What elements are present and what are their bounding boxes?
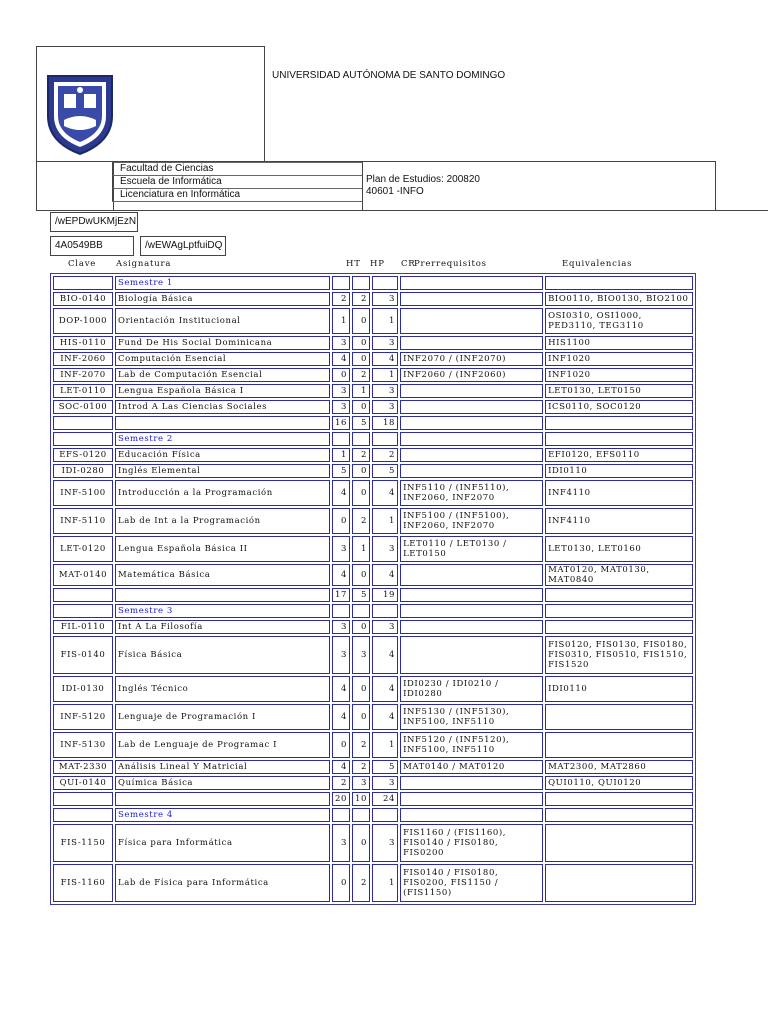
course-equivalences: INF4110 bbox=[545, 480, 693, 506]
course-ht: 4 bbox=[332, 480, 350, 506]
course-code bbox=[53, 276, 113, 290]
course-cr: 3 bbox=[372, 776, 398, 790]
course-code: INF-5110 bbox=[53, 508, 113, 534]
table-header bbox=[50, 259, 714, 271]
header-left-cell bbox=[36, 161, 114, 211]
course-cr: 5 bbox=[372, 464, 398, 478]
course-hp: 5 bbox=[352, 588, 370, 602]
course-cr bbox=[372, 604, 398, 618]
course-equivalences: EFI0120, EFS0110 bbox=[545, 448, 693, 462]
course-code: FIL-0110 bbox=[53, 620, 113, 634]
course-ht: 3 bbox=[332, 620, 350, 634]
degree-name: Licenciatura en Informática bbox=[112, 189, 362, 202]
course-ht bbox=[332, 276, 350, 290]
course-name: Física Básica bbox=[115, 636, 330, 674]
course-prerequisites: LET0110 / LET0130 / LET0150 bbox=[400, 536, 543, 562]
table-row bbox=[53, 776, 693, 790]
course-cr: 1 bbox=[372, 864, 398, 902]
course-name: Introd A Las Ciencias Sociales bbox=[115, 400, 330, 414]
course-prerequisites: INF2060 / (INF2060) bbox=[400, 368, 543, 382]
course-code: INF-2070 bbox=[53, 368, 113, 382]
course-equivalences: MAT0120, MAT0130, MAT0840 bbox=[545, 564, 693, 586]
course-hp bbox=[352, 808, 370, 822]
course-name bbox=[115, 588, 330, 602]
course-cr: 4 bbox=[372, 352, 398, 366]
course-prerequisites bbox=[400, 432, 543, 446]
col-asignatura: Asignatura bbox=[116, 259, 172, 269]
course-code: MAT-2330 bbox=[53, 760, 113, 774]
course-prerequisites: INF5130 / (INF5130), INF5100, INF5110 bbox=[400, 704, 543, 730]
course-cr: 3 bbox=[372, 536, 398, 562]
course-equivalences bbox=[545, 808, 693, 822]
course-ht: 0 bbox=[332, 368, 350, 382]
table-row bbox=[53, 336, 693, 350]
course-ht: 20 bbox=[332, 792, 350, 806]
course-prerequisites bbox=[400, 336, 543, 350]
table-row bbox=[53, 704, 693, 730]
table-row bbox=[53, 732, 693, 758]
course-hp: 0 bbox=[352, 400, 370, 414]
table-row bbox=[53, 508, 693, 534]
table-row bbox=[53, 292, 693, 306]
course-name: Fund De His Social Dominicana bbox=[115, 336, 330, 350]
course-hp: 5 bbox=[352, 416, 370, 430]
course-hp: 0 bbox=[352, 824, 370, 862]
viewstate-tag: /wEPDwUKMjEzN bbox=[50, 212, 138, 232]
semester-label: Semestre 1 bbox=[115, 276, 330, 290]
course-ht: 5 bbox=[332, 464, 350, 478]
semester-row bbox=[53, 432, 693, 446]
course-equivalences bbox=[545, 824, 693, 862]
course-prerequisites bbox=[400, 808, 543, 822]
course-prerequisites bbox=[400, 464, 543, 478]
course-ht: 4 bbox=[332, 676, 350, 702]
university-title: UNIVERSIDAD AUTÓNOMA DE SANTO DOMINGO bbox=[272, 70, 506, 81]
course-name: Biología Básica bbox=[115, 292, 330, 306]
course-code: LET-0110 bbox=[53, 384, 113, 398]
course-ht: 0 bbox=[332, 864, 350, 902]
course-equivalences: INF1020 bbox=[545, 368, 693, 382]
course-cr bbox=[372, 432, 398, 446]
course-code bbox=[53, 604, 113, 618]
semester-label: Semestre 4 bbox=[115, 808, 330, 822]
table-row bbox=[53, 564, 693, 586]
course-equivalences: ICS0110, SOC0120 bbox=[545, 400, 693, 414]
course-name: Lab de Lenguaje de Programac I bbox=[115, 732, 330, 758]
course-ht: 17 bbox=[332, 588, 350, 602]
course-ht: 3 bbox=[332, 536, 350, 562]
table-row bbox=[53, 384, 693, 398]
course-prerequisites bbox=[400, 604, 543, 618]
course-name: Inglés Técnico bbox=[115, 676, 330, 702]
course-name bbox=[115, 792, 330, 806]
course-code: INF-5130 bbox=[53, 732, 113, 758]
course-ht bbox=[332, 432, 350, 446]
course-cr: 3 bbox=[372, 384, 398, 398]
course-code: BIO-0140 bbox=[53, 292, 113, 306]
course-hp: 2 bbox=[352, 292, 370, 306]
course-equivalences bbox=[545, 704, 693, 730]
course-hp: 3 bbox=[352, 776, 370, 790]
course-code: MAT-0140 bbox=[53, 564, 113, 586]
course-code: INF-5100 bbox=[53, 480, 113, 506]
course-equivalences: IDI0110 bbox=[545, 676, 693, 702]
course-code: DOP-1000 bbox=[53, 308, 113, 334]
course-cr: 3 bbox=[372, 336, 398, 350]
course-name: Introducción a la Programación bbox=[115, 480, 330, 506]
table-row bbox=[53, 368, 693, 382]
table-row bbox=[53, 448, 693, 462]
course-hp bbox=[352, 432, 370, 446]
course-cr: 1 bbox=[372, 368, 398, 382]
course-cr: 4 bbox=[372, 704, 398, 730]
course-name bbox=[115, 416, 330, 430]
course-hp: 2 bbox=[352, 448, 370, 462]
course-name: Lengua Española Básica I bbox=[115, 384, 330, 398]
course-hp: 0 bbox=[352, 464, 370, 478]
semester-row bbox=[53, 604, 693, 618]
course-code: INF-2060 bbox=[53, 352, 113, 366]
semester-row bbox=[53, 808, 693, 822]
course-name: Lab de Int a la Programación bbox=[115, 508, 330, 534]
course-cr: 5 bbox=[372, 760, 398, 774]
course-name: Análisis Lineal Y Matricial bbox=[115, 760, 330, 774]
course-hp: 2 bbox=[352, 368, 370, 382]
table-row bbox=[53, 536, 693, 562]
course-cr: 4 bbox=[372, 480, 398, 506]
course-equivalences bbox=[545, 792, 693, 806]
faculty-name: Facultad de Ciencias bbox=[112, 162, 362, 176]
course-code: SOC-0100 bbox=[53, 400, 113, 414]
course-hp: 0 bbox=[352, 352, 370, 366]
course-hp: 2 bbox=[352, 864, 370, 902]
course-code bbox=[53, 432, 113, 446]
semester-row bbox=[53, 276, 693, 290]
course-prerequisites bbox=[400, 276, 543, 290]
course-equivalences bbox=[545, 276, 693, 290]
course-ht bbox=[332, 604, 350, 618]
course-prerequisites bbox=[400, 292, 543, 306]
course-ht: 4 bbox=[332, 352, 350, 366]
table-row bbox=[53, 480, 693, 506]
semester-total-row bbox=[53, 792, 693, 806]
course-ht: 3 bbox=[332, 636, 350, 674]
course-cr: 1 bbox=[372, 508, 398, 534]
course-hp: 0 bbox=[352, 308, 370, 334]
semester-total-row bbox=[53, 588, 693, 602]
course-ht: 2 bbox=[332, 292, 350, 306]
info-left-border bbox=[112, 161, 363, 201]
course-ht: 16 bbox=[332, 416, 350, 430]
course-cr: 19 bbox=[372, 588, 398, 602]
course-equivalences bbox=[545, 864, 693, 902]
course-code bbox=[53, 792, 113, 806]
course-name: Lab de Física para Informática bbox=[115, 864, 330, 902]
course-name: Educación Física bbox=[115, 448, 330, 462]
course-hp: 0 bbox=[352, 704, 370, 730]
course-code: IDI-0130 bbox=[53, 676, 113, 702]
course-hp: 0 bbox=[352, 336, 370, 350]
plan-info bbox=[366, 174, 480, 198]
table-row bbox=[53, 676, 693, 702]
course-cr: 24 bbox=[372, 792, 398, 806]
semester-label: Semestre 3 bbox=[115, 604, 330, 618]
table-row bbox=[53, 352, 693, 366]
course-name: Inglés Elemental bbox=[115, 464, 330, 478]
course-code bbox=[53, 588, 113, 602]
table-row bbox=[53, 864, 693, 902]
course-ht: 4 bbox=[332, 760, 350, 774]
course-ht: 2 bbox=[332, 776, 350, 790]
col-hp: HP bbox=[370, 259, 385, 269]
course-prerequisites: INF5100 / (INF5100), INF2060, INF2070 bbox=[400, 508, 543, 534]
course-equivalences bbox=[545, 620, 693, 634]
course-cr: 1 bbox=[372, 732, 398, 758]
course-name: Física para Informática bbox=[115, 824, 330, 862]
course-code: EFS-0120 bbox=[53, 448, 113, 462]
semester-label: Semestre 2 bbox=[115, 432, 330, 446]
course-hp: 1 bbox=[352, 384, 370, 398]
course-ht bbox=[332, 808, 350, 822]
course-equivalences bbox=[545, 432, 693, 446]
col-eq: Equivalencias bbox=[562, 259, 633, 269]
course-hp bbox=[352, 604, 370, 618]
course-code: FIS-0140 bbox=[53, 636, 113, 674]
course-equivalences: IDI0110 bbox=[545, 464, 693, 478]
course-cr bbox=[372, 808, 398, 822]
course-equivalences bbox=[545, 416, 693, 430]
table-row bbox=[53, 464, 693, 478]
course-code: QUI-0140 bbox=[53, 776, 113, 790]
course-cr: 18 bbox=[372, 416, 398, 430]
course-cr: 2 bbox=[372, 448, 398, 462]
course-equivalences: HIS1100 bbox=[545, 336, 693, 350]
course-name: Lengua Española Básica II bbox=[115, 536, 330, 562]
course-equivalences: LET0130, LET0160 bbox=[545, 536, 693, 562]
semester-total-row bbox=[53, 416, 693, 430]
course-prerequisites bbox=[400, 588, 543, 602]
course-cr: 4 bbox=[372, 564, 398, 586]
course-prerequisites bbox=[400, 400, 543, 414]
course-equivalences: LET0130, LET0150 bbox=[545, 384, 693, 398]
course-prerequisites bbox=[400, 308, 543, 334]
course-equivalences: INF1020 bbox=[545, 352, 693, 366]
col-clave: Clave bbox=[68, 259, 97, 269]
course-ht: 0 bbox=[332, 508, 350, 534]
course-ht: 0 bbox=[332, 732, 350, 758]
course-cr: 4 bbox=[372, 636, 398, 674]
course-code: HIS-0110 bbox=[53, 336, 113, 350]
course-code bbox=[53, 416, 113, 430]
course-prerequisites: INF5110 / (INF5110), INF2060, INF2070 bbox=[400, 480, 543, 506]
course-equivalences: OSI0310, OSI1000, PED3110, TEG3110 bbox=[545, 308, 693, 334]
course-hp: 10 bbox=[352, 792, 370, 806]
course-equivalences: BIO0110, BIO0130, BIO2100 bbox=[545, 292, 693, 306]
event-validation-tag: /wEWAgLptfuiDQ bbox=[140, 236, 226, 256]
course-ht: 3 bbox=[332, 336, 350, 350]
course-cr bbox=[372, 276, 398, 290]
course-name: Lenguaje de Programación I bbox=[115, 704, 330, 730]
course-name: Química Básica bbox=[115, 776, 330, 790]
table-row bbox=[53, 400, 693, 414]
course-name: Int A La Filosofía bbox=[115, 620, 330, 634]
table-row bbox=[53, 620, 693, 634]
course-prerequisites bbox=[400, 792, 543, 806]
course-prerequisites: FIS1160 / (FIS1160), FIS0140 / FIS0180, FIS0200 bbox=[400, 824, 543, 862]
course-hp: 1 bbox=[352, 536, 370, 562]
course-prerequisites bbox=[400, 416, 543, 430]
course-hp: 2 bbox=[352, 760, 370, 774]
course-equivalences bbox=[545, 732, 693, 758]
course-code: IDI-0280 bbox=[53, 464, 113, 478]
validation-tag: 4A0549BB bbox=[50, 236, 134, 256]
course-ht: 1 bbox=[332, 308, 350, 334]
course-hp: 2 bbox=[352, 508, 370, 534]
course-cr: 3 bbox=[372, 292, 398, 306]
col-ht: HT bbox=[346, 259, 361, 269]
course-name: Lab de Computación Esencial bbox=[115, 368, 330, 382]
course-ht: 3 bbox=[332, 400, 350, 414]
course-prerequisites bbox=[400, 448, 543, 462]
course-ht: 3 bbox=[332, 384, 350, 398]
course-prerequisites: IDI0230 / IDI0210 / IDI0280 bbox=[400, 676, 543, 702]
course-ht: 4 bbox=[332, 704, 350, 730]
course-prerequisites: INF5120 / (INF5120), INF5100, INF5110 bbox=[400, 732, 543, 758]
table-row bbox=[53, 636, 693, 674]
course-code: LET-0120 bbox=[53, 536, 113, 562]
col-cr: CR bbox=[401, 259, 416, 269]
course-hp: 3 bbox=[352, 636, 370, 674]
course-code bbox=[53, 808, 113, 822]
university-seal-icon bbox=[44, 70, 116, 156]
course-hp: 2 bbox=[352, 732, 370, 758]
plan-label: Plan de Estudios: 200820 bbox=[366, 174, 480, 185]
course-name: Orientación Institucional bbox=[115, 308, 330, 334]
course-hp: 0 bbox=[352, 564, 370, 586]
course-equivalences bbox=[545, 588, 693, 602]
course-prerequisites bbox=[400, 636, 543, 674]
course-code: FIS-1160 bbox=[53, 864, 113, 902]
table-row bbox=[53, 760, 693, 774]
course-code: INF-5120 bbox=[53, 704, 113, 730]
header-divider bbox=[36, 210, 768, 211]
table-row bbox=[53, 308, 693, 334]
course-ht: 1 bbox=[332, 448, 350, 462]
table-row bbox=[53, 824, 693, 862]
course-equivalences: MAT2300, MAT2860 bbox=[545, 760, 693, 774]
course-ht: 3 bbox=[332, 824, 350, 862]
course-equivalences: INF4110 bbox=[545, 508, 693, 534]
course-table bbox=[50, 273, 696, 905]
course-hp: 0 bbox=[352, 480, 370, 506]
course-prerequisites: FIS0140 / FIS0180, FIS0200, FIS1150 / (FIS1150) bbox=[400, 864, 543, 902]
course-code: FIS-1150 bbox=[53, 824, 113, 862]
course-hp bbox=[352, 276, 370, 290]
course-cr: 4 bbox=[372, 676, 398, 702]
course-prerequisites bbox=[400, 776, 543, 790]
course-prerequisites: INF2070 / (INF2070) bbox=[400, 352, 543, 366]
course-hp: 0 bbox=[352, 620, 370, 634]
course-prerequisites bbox=[400, 564, 543, 586]
course-cr: 1 bbox=[372, 308, 398, 334]
course-prerequisites bbox=[400, 620, 543, 634]
course-equivalences bbox=[545, 604, 693, 618]
plan-code: 40601 -INFO bbox=[366, 186, 424, 197]
course-equivalences: FIS0120, FIS0130, FIS0180, FIS0310, FIS0510, FIS1510, FIS1520 bbox=[545, 636, 693, 674]
school-name: Escuela de Informática bbox=[112, 176, 362, 189]
course-ht: 4 bbox=[332, 564, 350, 586]
course-cr: 3 bbox=[372, 400, 398, 414]
course-equivalences: QUI0110, QUI0120 bbox=[545, 776, 693, 790]
course-prerequisites bbox=[400, 384, 543, 398]
course-name: Matemática Básica bbox=[115, 564, 330, 586]
course-cr: 3 bbox=[372, 824, 398, 862]
col-pre: Prerrequisitos bbox=[414, 259, 487, 269]
course-hp: 0 bbox=[352, 676, 370, 702]
course-prerequisites: MAT0140 / MAT0120 bbox=[400, 760, 543, 774]
course-cr: 3 bbox=[372, 620, 398, 634]
course-name: Computación Esencial bbox=[115, 352, 330, 366]
